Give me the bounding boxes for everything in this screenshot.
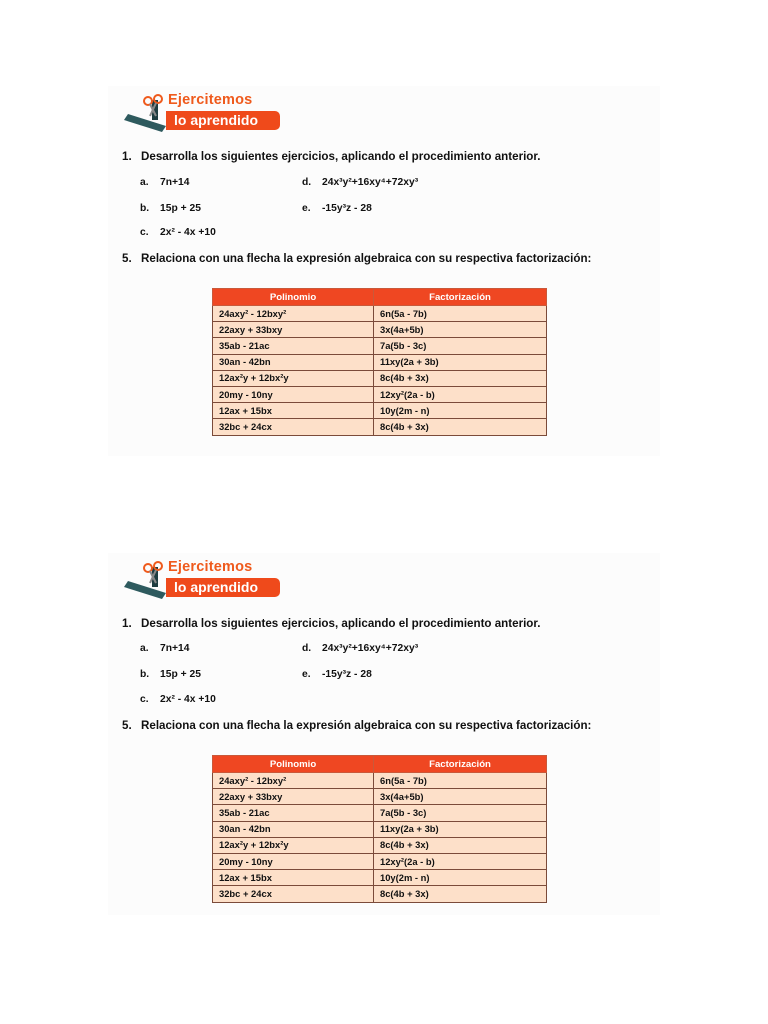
column-header-polinomio: Polinomio: [213, 756, 374, 773]
factorization-table: [212, 755, 547, 903]
polynomial-cell: 30an - 42bn: [213, 354, 374, 370]
table-row: [213, 870, 547, 886]
exercise-expression: 2x² - 4x +10: [160, 227, 216, 238]
polynomial-cell: 35ab - 21ac: [213, 338, 374, 354]
exercise-expression: 15p + 25: [160, 669, 201, 680]
exercise-b: [140, 669, 201, 680]
factorization-cell: 6n(5a - 7b): [374, 773, 547, 789]
exercise-e: [302, 669, 372, 680]
polynomial-cell: 22axy + 33bxy: [213, 322, 374, 338]
factorization-cell: 11xy(2a + 3b): [374, 354, 547, 370]
exercise-b: [140, 203, 201, 214]
polynomial-cell: 24axy² - 12bxy²: [213, 306, 374, 322]
factorization-cell: 8c(4b + 3x): [374, 419, 547, 435]
table-row: [213, 886, 547, 902]
factorization-cell: 6n(5a - 7b): [374, 306, 547, 322]
exercise-sheet-2: [108, 553, 660, 915]
exercise-label: c.: [140, 227, 149, 238]
polynomial-cell: 32bc + 24cx: [213, 886, 374, 902]
polynomial-cell: 32bc + 24cx: [213, 419, 374, 435]
factorization-cell: 10y(2m - n): [374, 403, 547, 419]
question-number: 5.: [122, 719, 132, 732]
table-row: [213, 821, 547, 837]
table-row: [213, 370, 547, 386]
exercise-d: [302, 643, 418, 654]
polynomial-cell: 20my - 10ny: [213, 853, 374, 869]
table-header-row: [213, 756, 547, 773]
factorization-cell: 3x(4a+5b): [374, 322, 547, 338]
header-title: Ejercitemos: [168, 559, 253, 575]
scissors-ruler-icon: [122, 561, 172, 599]
header-subtitle-banner: lo aprendido: [166, 578, 280, 597]
polynomial-cell: 12ax²y + 12bx²y: [213, 837, 374, 853]
factorization-cell: 7a(5b - 3c): [374, 338, 547, 354]
exercise-sheet-1: [108, 86, 660, 456]
polynomial-cell: 12ax²y + 12bx²y: [213, 370, 374, 386]
polynomial-cell: 12ax + 15bx: [213, 403, 374, 419]
question-1: [122, 150, 540, 163]
factorization-cell: 7a(5b - 3c): [374, 805, 547, 821]
table-row: [213, 322, 547, 338]
question-text: Relaciona con una flecha la expresión algebraica con su respectiva factorización:: [141, 252, 592, 265]
exercise-label: d.: [302, 643, 312, 654]
factorization-cell: 12xy²(2a - b): [374, 386, 547, 402]
table-row: [213, 419, 547, 435]
factorization-cell: 8c(4b + 3x): [374, 370, 547, 386]
factorization-cell: 3x(4a+5b): [374, 789, 547, 805]
exercise-label: e.: [302, 669, 311, 680]
table-row: [213, 789, 547, 805]
polynomial-cell: 35ab - 21ac: [213, 805, 374, 821]
exercise-e: [302, 203, 372, 214]
factorization-cell: 8c(4b + 3x): [374, 837, 547, 853]
question-number: 1.: [122, 150, 132, 163]
exercise-label: a.: [140, 643, 149, 654]
question-1: [122, 617, 540, 630]
polynomial-cell: 12ax + 15bx: [213, 870, 374, 886]
polynomial-cell: 30an - 42bn: [213, 821, 374, 837]
exercise-label: c.: [140, 694, 149, 705]
table-row: [213, 837, 547, 853]
question-text: Desarrolla los siguientes ejercicios, aplicando el procedimiento anterior.: [141, 617, 541, 630]
table-row: [213, 338, 547, 354]
question-number: 1.: [122, 617, 132, 630]
exercise-label: d.: [302, 177, 312, 188]
table-row: [213, 853, 547, 869]
question-text: Desarrolla los siguientes ejercicios, aplicando el procedimiento anterior.: [141, 150, 541, 163]
exercise-expression: 24x³y²+16xy⁴+72xy³: [322, 177, 419, 188]
table-row: [213, 773, 547, 789]
table-row: [213, 386, 547, 402]
section-header: [122, 557, 292, 601]
table-header-row: [213, 289, 547, 306]
exercise-expression: 7n+14: [160, 177, 190, 188]
exercise-label: b.: [140, 669, 150, 680]
exercise-a: [140, 177, 189, 188]
exercise-c: [140, 694, 216, 705]
column-header-factorizacion: Factorización: [374, 289, 547, 306]
header-subtitle-banner: lo aprendido: [166, 111, 280, 130]
polynomial-cell: 20my - 10ny: [213, 386, 374, 402]
question-text: Relaciona con una flecha la expresión algebraica con su respectiva factorización:: [141, 719, 592, 732]
header-title: Ejercitemos: [168, 92, 253, 108]
column-header-polinomio: Polinomio: [213, 289, 374, 306]
factorization-cell: 12xy²(2a - b): [374, 853, 547, 869]
exercise-label: b.: [140, 203, 150, 214]
table-row: [213, 306, 547, 322]
column-header-factorizacion: Factorización: [374, 756, 547, 773]
factorization-cell: 8c(4b + 3x): [374, 886, 547, 902]
section-header: [122, 90, 292, 134]
question-5: [122, 252, 591, 265]
table-row: [213, 354, 547, 370]
exercise-expression: 2x² - 4x +10: [160, 694, 216, 705]
exercise-expression: 15p + 25: [160, 203, 201, 214]
exercise-a: [140, 643, 189, 654]
question-number: 5.: [122, 252, 132, 265]
exercise-label: e.: [302, 203, 311, 214]
exercise-expression: 7n+14: [160, 643, 190, 654]
question-5: [122, 719, 591, 732]
scissors-ruler-icon: [122, 94, 172, 132]
polynomial-cell: 22axy + 33bxy: [213, 789, 374, 805]
exercise-label: a.: [140, 177, 149, 188]
exercise-d: [302, 177, 418, 188]
exercise-c: [140, 227, 216, 238]
factorization-cell: 11xy(2a + 3b): [374, 821, 547, 837]
polynomial-cell: 24axy² - 12bxy²: [213, 773, 374, 789]
factorization-cell: 10y(2m - n): [374, 870, 547, 886]
exercise-expression: -15y³z - 28: [322, 669, 372, 680]
exercise-expression: -15y³z - 28: [322, 203, 372, 214]
factorization-table: [212, 288, 547, 436]
exercise-expression: 24x³y²+16xy⁴+72xy³: [322, 643, 419, 654]
table-row: [213, 403, 547, 419]
table-row: [213, 805, 547, 821]
